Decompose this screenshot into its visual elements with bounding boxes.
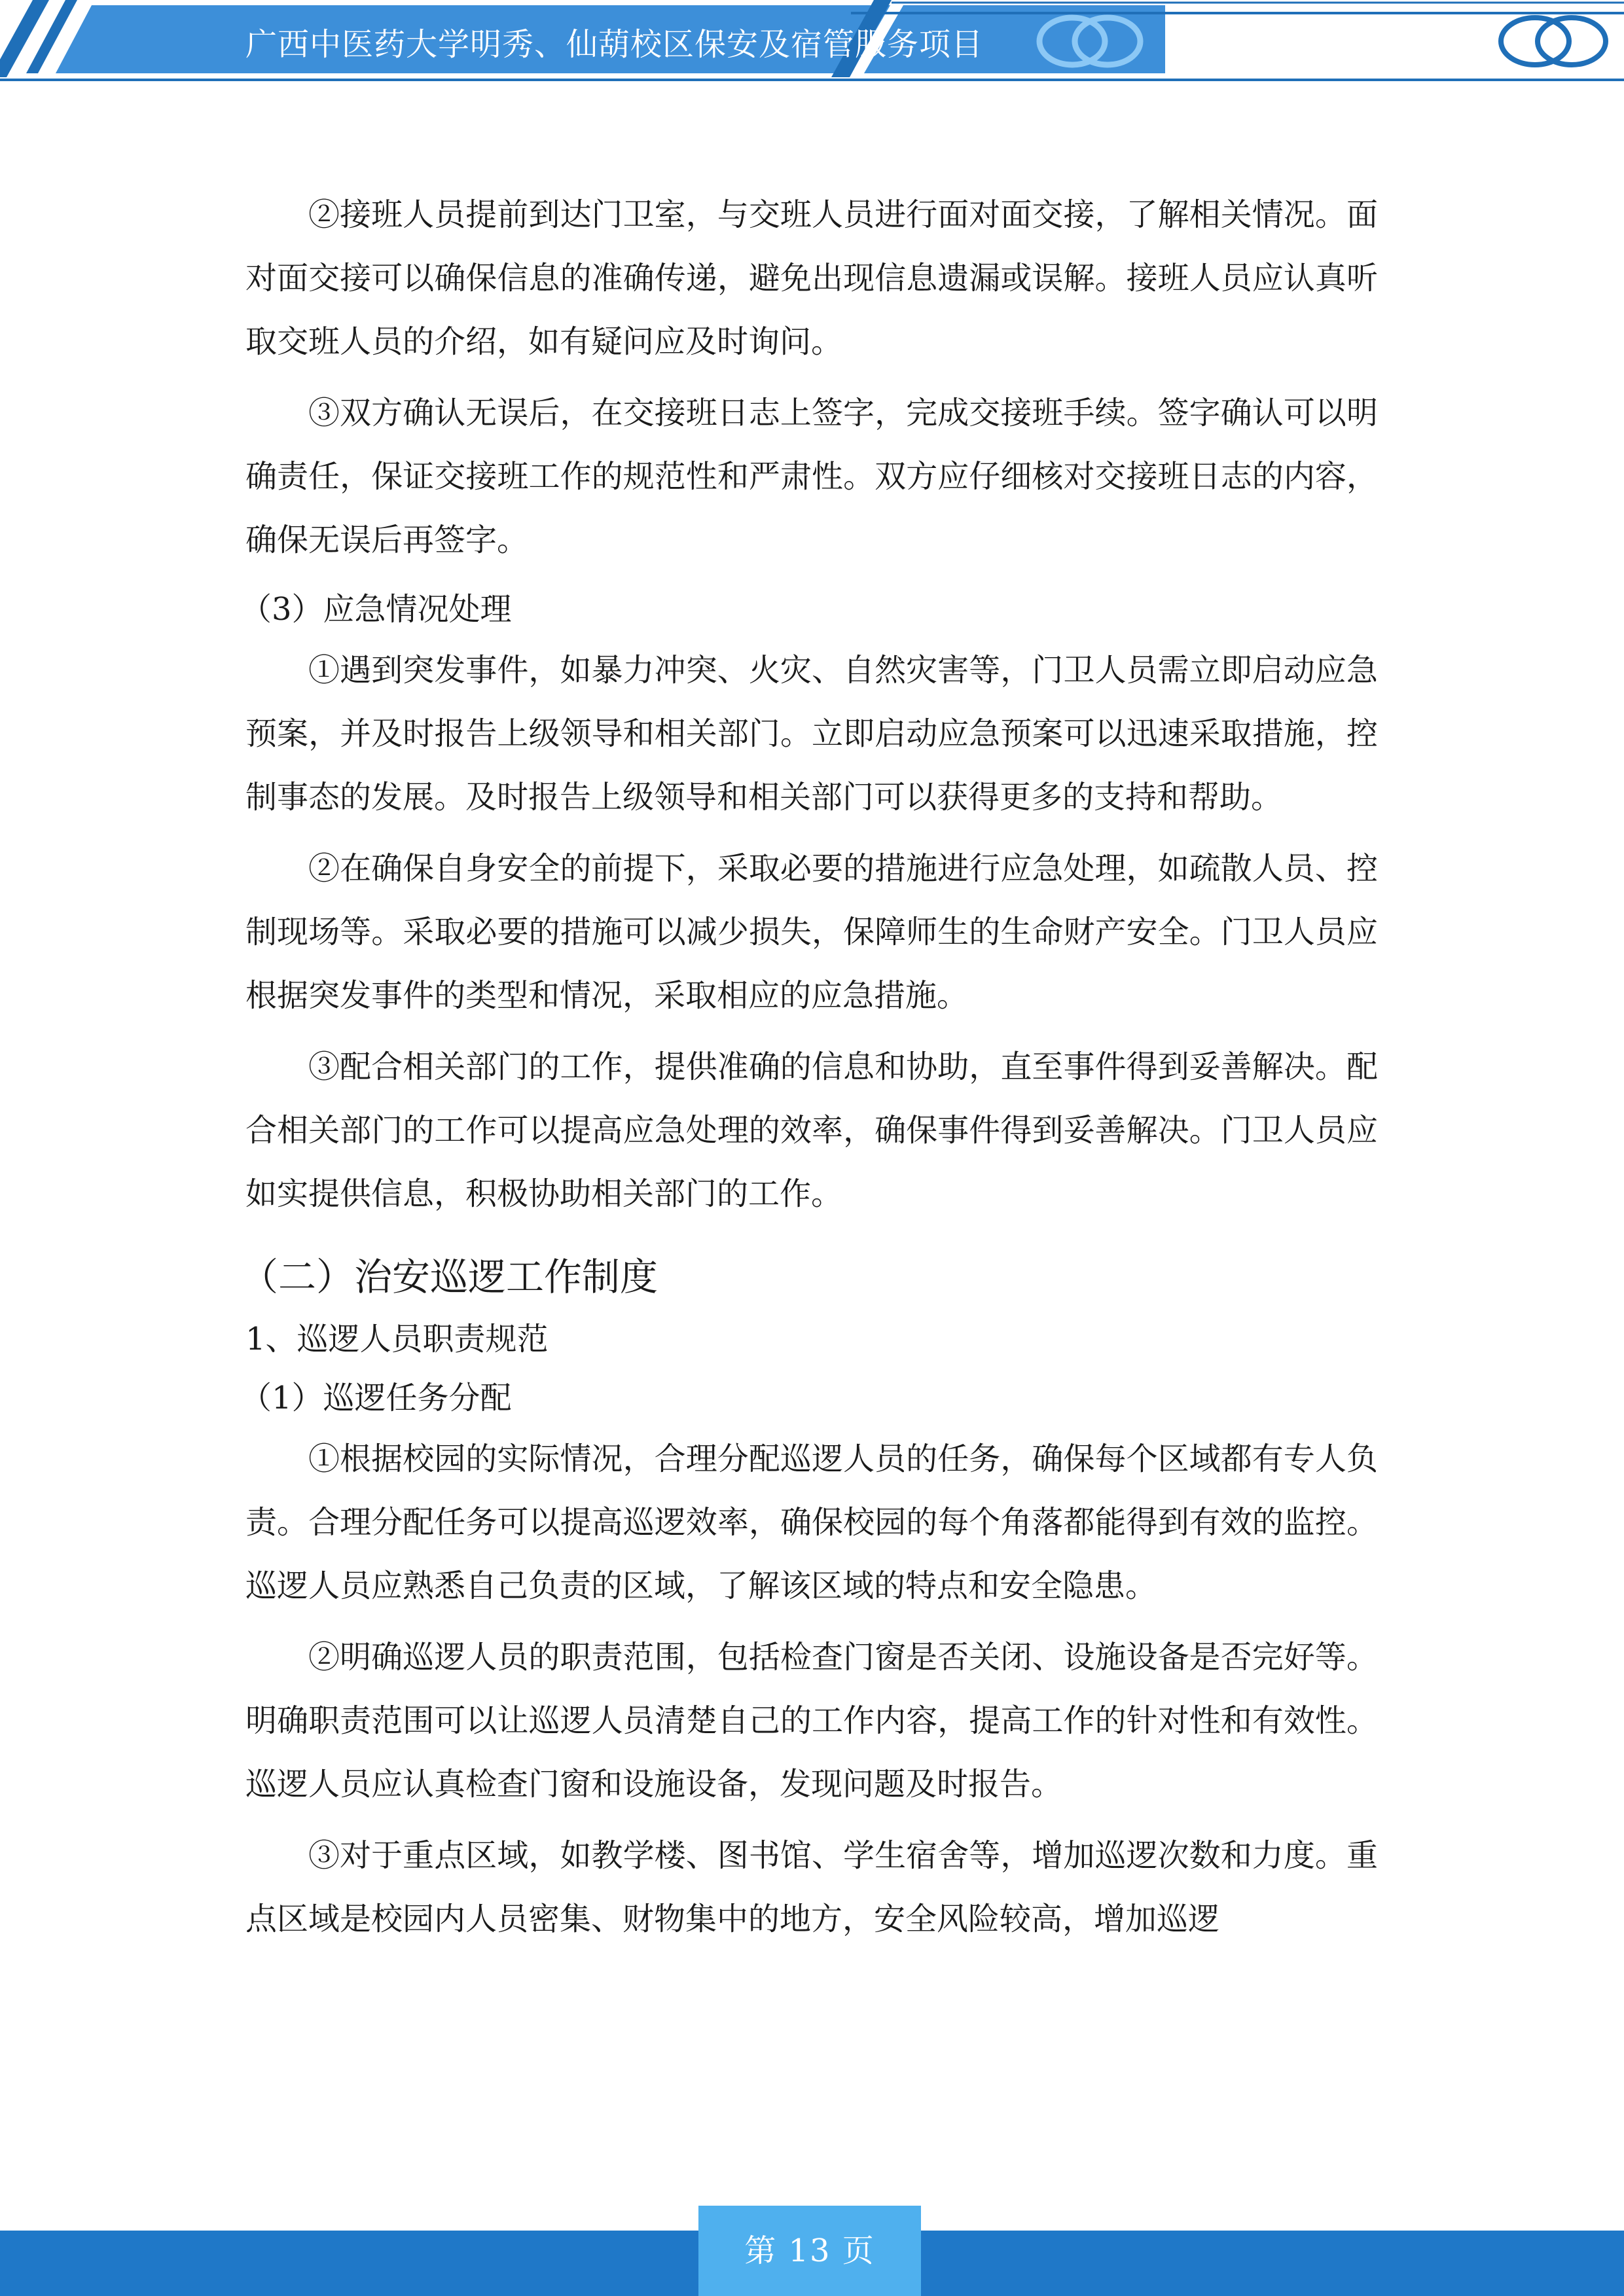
rings-logo-icon — [1034, 12, 1146, 71]
paragraph: ①遇到突发事件，如暴力冲突、火灾、自然灾害等，门卫人员需立即启动应急预案，并及时报告上级领导和相关部门。立即启动应急预案可以迅速采取措施，控制事态的发展。及时报告上级领导和相关部门可以获得更多的支持和帮助。 — [245, 652, 1378, 816]
paragraph: ③双方确认无误后，在交接班日志上签字，完成交接班手续。签字确认可以明确责任，保证交接班工作的规范性和严肃性。双方应仔细核对交接班日志的内容，确保无误后再签字。 — [245, 395, 1378, 558]
subheading: （3）应急情况处理 — [240, 591, 512, 628]
page-number: 第 13 页 — [698, 2206, 921, 2296]
paragraph: ③对于重点区域，如教学楼、图书馆、学生宿舍等，增加巡逻次数和力度。重点区域是校园内人员密集、财物集中的地方，安全风险较高，增加巡逻 — [245, 1837, 1378, 1937]
section-heading: （二）治安巡逻工作制度 — [240, 1255, 659, 1299]
rings-logo-icon — [1494, 12, 1612, 71]
paragraph: ②接班人员提前到达门卫室，与交班人员进行面对面交接，了解相关情况。面对面交接可以确保信息的准确传递，避免出现信息遗漏或误解。接班人员应认真听取交班人员的介绍，如有疑问应及时询问。 — [245, 196, 1378, 360]
header-title: 广西中医药大学明秀、仙葫校区保安及宿管服务项目 — [245, 26, 984, 63]
paragraph: ②明确巡逻人员的职责范围，包括检查门窗是否关闭、设施设备是否完好等。明确职责范围可以让巡逻人员清楚自己的工作内容，提高工作的针对性和有效性。巡逻人员应认真检查门窗和设施设备，发现问题及时报告。 — [245, 1639, 1378, 1803]
paragraph: ③配合相关部门的工作，提供准确的信息和协助，直至事件得到妥善解决。配合相关部门的工作可以提高应急处理的效率，确保事件得到妥善解决。门卫人员应如实提供信息，积极协助相关部门的工作。 — [245, 1049, 1378, 1212]
document-body — [240, 183, 1378, 1959]
paragraph: ②在确保自身安全的前提下，采取必要的措施进行应急处理，如疏散人员、控制现场等。采取必要的措施可以减少损失，保障师生的生命财产安全。门卫人员应根据突发事件的类型和情况，采取相应的应急措施。 — [245, 850, 1378, 1014]
subheading: （1）巡逻任务分配 — [240, 1380, 512, 1416]
subheading: 1、巡逻人员职责规范 — [245, 1321, 549, 1357]
page-header — [0, 0, 1624, 85]
paragraph: ①根据校园的实际情况，合理分配巡逻人员的任务，确保每个区域都有专人负责。合理分配任务可以提高巡逻效率，确保校园的每个角落都能得到有效的监控。巡逻人员应熟悉自己负责的区域，了解该区域的特点和安全隐患。 — [245, 1441, 1378, 1604]
